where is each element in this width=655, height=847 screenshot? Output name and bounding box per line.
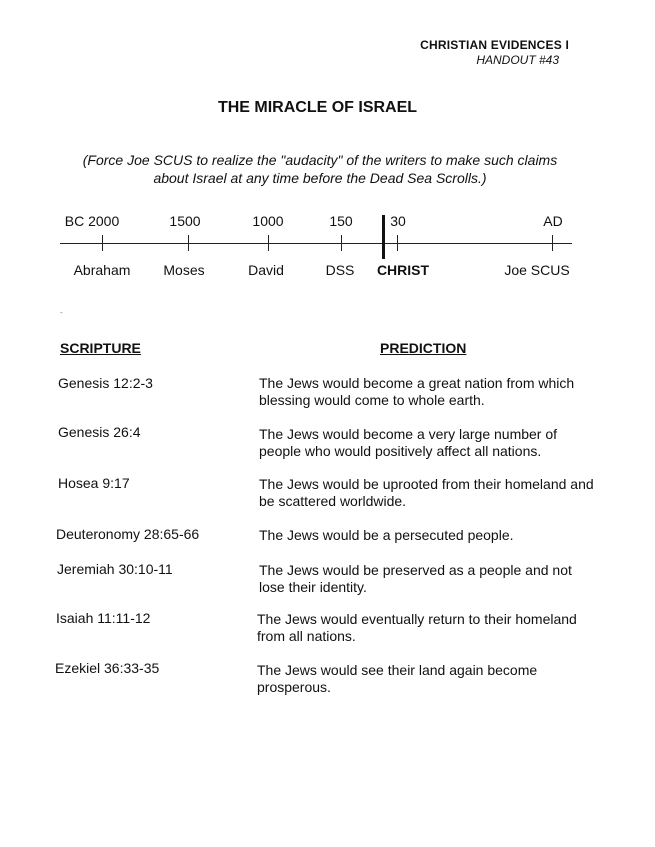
timeline-axis-line xyxy=(60,243,572,244)
timeline-label-1000: 1000 xyxy=(252,213,284,229)
scripture-column-header: SCRIPTURE xyxy=(60,340,141,356)
scripture-reference: Jeremiah 30:10-11 xyxy=(57,561,173,577)
timeline-event-david: David xyxy=(248,262,284,278)
scripture-reference: Genesis 12:2-3 xyxy=(58,375,153,391)
timeline-label-bc-2000: BC 2000 xyxy=(64,213,120,229)
timeline-label-30: 30 xyxy=(390,213,406,229)
timeline-event-christ: CHRIST xyxy=(376,262,430,278)
prediction-text: The Jews would become a great nation from which blessing would come to whole earth. xyxy=(259,375,575,408)
prediction-text: The Jews would see their land again become prosperous. xyxy=(257,662,538,695)
timeline-tick xyxy=(102,235,103,251)
prediction-text: The Jews would be preserved as a people and not lose their identity. xyxy=(259,562,572,595)
prediction-text: The Jews would be a persecuted people. xyxy=(259,527,514,543)
timeline-event-abraham: Abraham xyxy=(73,262,131,278)
prediction-column-header: PREDICTION xyxy=(380,340,467,356)
timeline-event-dss: DSS xyxy=(325,262,355,278)
scripture-reference: Deuteronomy 28:65-66 xyxy=(56,526,200,542)
course-title: CHRISTIAN EVIDENCES I xyxy=(420,38,569,52)
timeline-tick xyxy=(188,235,189,251)
stray-mark: - xyxy=(60,308,63,317)
scripture-reference: Ezekiel 36:33-35 xyxy=(55,660,160,676)
scripture-reference: Hosea 9:17 xyxy=(58,475,130,491)
timeline-label-1500: 1500 xyxy=(169,213,201,229)
timeline-label-ad: AD xyxy=(543,213,563,229)
document-title: THE MIRACLE OF ISRAEL xyxy=(217,99,418,116)
prediction-text: The Jews would become a very large number of people who would positively affect all nations. xyxy=(259,426,558,459)
timeline-tick xyxy=(552,235,553,251)
timeline-event-joe-scus: Joe SCUS xyxy=(504,262,570,278)
timeline-tick xyxy=(268,235,269,251)
subtitle-note: (Force Joe SCUS to realize the "audacity" of the writers to make such claims about Israel at any time before the Dead Sea Scrolls.) xyxy=(82,152,558,186)
prediction-text: The Jews would eventually return to their homeland from all nations. xyxy=(257,611,577,644)
scripture-reference: Genesis 26:4 xyxy=(58,424,141,440)
timeline-tick xyxy=(397,235,398,251)
timeline-event-moses: Moses xyxy=(163,262,205,278)
handout-number: HANDOUT #43 xyxy=(476,53,559,67)
christ-marker-bar xyxy=(382,215,385,259)
timeline xyxy=(0,0,655,300)
prediction-text: The Jews would be uprooted from their homeland and be scattered worldwide. xyxy=(259,476,594,509)
scripture-reference: Isaiah 11:11-12 xyxy=(56,610,151,626)
timeline-tick xyxy=(341,235,342,251)
timeline-label-150: 150 xyxy=(329,213,353,229)
